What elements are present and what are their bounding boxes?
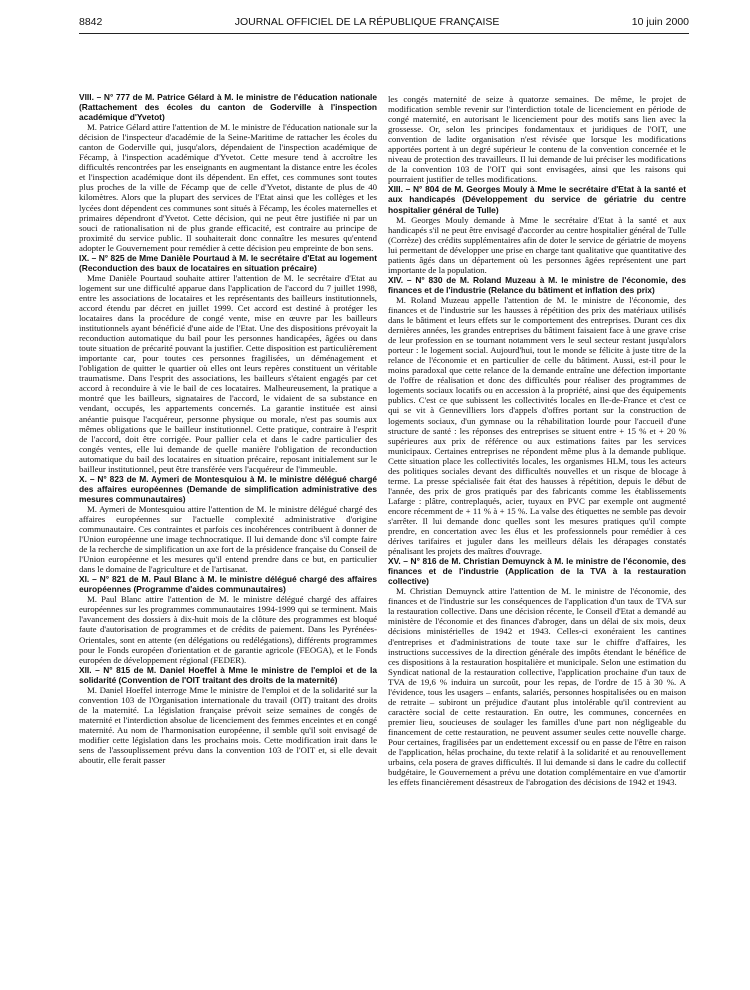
question-text: M. Aymeri de Montesquiou attire l'attention de M. le ministre délégué chargé des affaires européennes sur l'actuelle complexité administrative d'origine communautaire. Ces contraintes et parfois ces incohérences contribuent à donner de l'Union européenne une image technocratique. Il lui demande donc s'il compte faire de la recherche de simplification un axe fort de la présidence française du Conseil de l'Union européenne et les mesures qu'il entend prendre dans ce but, en particulier dans le domaine de l'agriculture et de l'artisanat. [79,503,377,575]
question-text: M. Roland Muzeau appelle l'attention de M. le ministre de l'économie, des finances et de l'industrie sur les hausses à répétition des prix des matériaux utilisés dans le bâtiment et leurs effets sur le comportement des entreprises. Durant ces dix dernières années, les grandes entreprises du bâtiment faisaient face à une grave crise de leur profession en se tournant notamment vers le seul secteur restant jusqu'alors porteur : le logement social. Aujourd'hui, tout le monde se félicite à juste titre de la relance de l'économie et en particulier de celle du bâtiment. Aussi, est-il pour le moins paradoxal que cette relance de la demande entraîne une défection importante de l'offre de réalisation et donc des difficultés pour réaliser des programmes de logements sociaux locatifs ou en accession à la propriété, ainsi que des équipements publics. C'est ce que subissent les collectivités locales en Ile-de-France et c'est ce qui se vit à Gennevilliers lors d'appels d'offres portant sur la construction de logements sociaux, d'un gymnase ou la réhabilitation lourde pour l'accueil d'une structure de santé : les réponses des entreprises se situent entre + 15 % et + 20 % supérieures aux prix de référence ou aux estimations faites par les services municipaux. Certaines entreprises ne répondent même plus à la demande publique. Cette situation place les collectivités locales, les organismes HLM, tous les acteurs des politiques sociales devant des difficultés nouvelles et un risque de blocage à terme. La presse spécialisée fait état des hausses à répétition, depuis le début de l'année, des prix de gros pratiqués par des fabricants comme les établissements Lafarge : plâtre, contreplaqués, acier, tuyaux en PVC par exemple ont augmenté encore récemment de + 11 % à + 15 %. La valse des étiquettes ne semble pas devoir s'arrêter. Il lui demande donc quelles sont les mesures pratiques qu'il compte prendre, en concertation avec les élus et les professionnels pour remédier à ces dérives tarifaires et juguler dans les meilleurs délais les dérapages constatés pénalisant les projets des maîtres d'ouvrage. [388,294,686,557]
publication-date: 10 juin 2000 [631,16,689,28]
question-entry [388,275,686,556]
question-text: M. Patrice Gélard attire l'attention de M. le ministre de l'éducation nationale sur la décision de l'inspecteur d'académie de la Seine-Maritime de rattacher les écoles du canton de Goderville qui, jusqu'alors, dépendaient de l'inspection académique de Fécamp, à l'inspection académique d'Yvetot. Cette mesure tend à accroître les difficultés rencontrées par les enseignants en augmentant la distance entre les écoles et l'inspection académique dont ils dépendent. En effet, ces communes sont toutes plus proches de la ville de Fécamp que de celle d'Yvetot, distante de plus de 40 kilomètres. Alors que la plupart des services de l'Etat ainsi que les collèges et les lycées dont dépendent ces communes sont situés à Fécamp, les écoles maternelles et primaires dépendront d'Yvetot. Cette décision, qui ne peut être justifiée ni par un souci de rationalisation ni de plus grande efficacité, est contraire au principe de proximité du service public. Il souhaiterait donc connaître les mesures qu'entend adopter le Gouvernement pour remédier à cette décision peu empreinte de bon sens. [79,122,377,253]
question-text: M. Daniel Hoeffel interroge Mme le ministre de l'emploi et de la solidarité sur la convention 103 de l'Organisation internationale du travail (OIT) traitant des droits de la maternité. La législation française prévoit seize semaines de congés de maternité et l'interdiction absolue de licenciement des femmes enceintes et en congé maternité. Au nom de l'harmonisation européenne, il semble qu'il soit envisagé de modifier cette législation dans les prochains mois. Cette modification irait dans le sens de l'assouplissement prévu dans la convention 103 de l'OIT et, si elle devait aboutir, elle ferait passer [79,684,377,766]
question-text: Mme Danièle Pourtaud souhaite attirer l'attention de M. le secrétaire d'Etat au logement sur une difficulté apparue dans l'application de l'accord du 7 juillet 1998, entre les associations de locataires et les représentants des bailleurs institutionnels, accord étendu par décret en juillet 1999. Cet accord est destiné à protéger les locataires dans la procédure de congé vente, mise en œuvre par les bailleurs institutionnels ayant bénéficié d'une aide de l'Etat. Une des dispositions prévoyait la reconduction automatique du bail pour les personnes handicapées, âgées ou dans toute situation de précarité pouvant la justifier. Cette disposition est particulièrement importante car, pour toutes ces personnes fragilisées, un déménagement et l'obligation de quitter le quartier où elles ont leurs repères constituent un véritable traumatisme. Dans l'esprit des associations, les bailleurs s'étaient engagés par cet accord à reconduire à vie le bail de ces locataires. Malheureusement, la pratique a montré que les bailleurs, signataires de l'accord, le vidaient de sa substance en vendant, occupés, les appartements concernés. La garantie instituée est ainsi anéantie puisque l'acquéreur, personne physique ou morale, n'est pas soumis aux mêmes obligations que le bailleur institutionnel. Cette pratique, contraire à l'esprit de l'accord, doit être corrigée. Pour pallier cela et dans le cadre particulier des congés ventes, elle lui demande de quelle manière l'obligation de reconduction automatique du bail des locataires en situation précaire, reposant initialement sur le bailleur institutionnel, peut être transférée vers l'acquéreur de l'immeuble. [79,272,377,474]
question-title: IX. – N° 825 de Mme Danièle Pourtaud à M. le secrétaire d'Etat au logement (Reconduction des baux de locataires en situation précaire) [79,252,377,273]
header-rule [79,33,689,34]
question-title: VIII. – N° 777 de M. Patrice Gélard à M. le ministre de l'éducation nationale (Rattachement des écoles du canton de Goderville à l'inspection académique d'Yvetot) [79,92,377,123]
left-column [79,92,377,765]
question-entry [79,574,377,664]
journal-title: JOURNAL OFFICIEL DE LA RÉPUBLIQUE FRANÇAISE [234,16,500,28]
question-title: XIV. – N° 830 de M. Roland Muzeau à M. le ministre de l'économie, des finances et de l'industrie (Relance du bâtiment et inflation des prix) [388,274,686,295]
question-text: M. Christian Demuynck attire l'attention de M. le ministre de l'économie, des finances et de l'industrie sur les conséquences de l'application d'un taux de TVA sur la restauration collective. Dans une décision récente, le Conseil d'Etat a demandé au ministère de l'économie et des finances d'abroger, dans un délai de six mois, deux décisions ministérielles de 1942 et 1943. Celles-ci exonéraient les cantines d'entreprises et d'administrations de toute taxe sur le chiffre d'affaires, les instructions successives de la direction générale des impôts étendant le bénéfice de ces dispositions à la restauration hospitalière et municipale. Selon une estimation du Syndicat national de la restauration collective, l'application prochaine d'un taux de TVA de 19,6 % induira un surcoût, pour les repas, de l'ordre de 15 à 30 %. A l'évidence, tous les usagers – enfants, salariés, personnes hospitalisées ou en maison de retraite – subiront un préjudice d'autant plus intolérable qu'il contrevient au caractère social de cette restauration. En outre, les communes, concernées en premier lieu, soucieuses de soulager les familles d'une part non négligeable du financement de cette restauration, ne peuvent assumer seules cette nouvelle charge. Pour certaines, fragilisées par un endettement excessif ou en passe de l'être en raison de l'application, hélas prochaine, du texte relatif à la solidarité et au renouvellement urbains, cela posera de graves difficultés. Il lui demande si dans le cadre du collectif budgétaire, le Gouvernement a prévu une dotation complémentaire en vue d'amortir les effets financièrement désastreux de l'abrogation des décisions de 1942 et 1943. [388,586,686,788]
question-title: XIII. – N° 804 de M. Georges Mouly à Mme le secrétaire d'Etat à la santé et aux handicapés (Développement du service de gériatrie du centre hospitalier général de Tulle) [388,184,686,215]
question-entry [79,92,377,253]
question-text: M. Georges Mouly demande à Mme le secrétaire d'Etat à la santé et aux handicapés s'il ne peut être envisagé d'accorder au centre hospitalier général de Tulle (Corrèze) des crédits supplémentaires afin de doter le service de gériatrie de moyens lui permettant de développer une prise en charge tant qualitative que quantitative des patients âgés dans un département où les personnes âgées représentent une part importante de la population. [388,214,686,275]
question-entry [388,556,686,787]
question-continuation [388,94,686,184]
continued-text: les congés maternité de seize à quatorze semaines. De même, le projet de modification semble revenir sur l'interdiction totale de licenciement en période de congé maternité, en autorisant le licenciement pour des motifs sans lien avec la grossesse. Or, selon les principes fondamentaux et juridiques de l'OIT, une convention de ladite organisation n'est révisée que lorsque les modifications apportées portent à un degré supérieur le contenu de la convention concernée et le niveau de protection des travailleurs. Il lui demande de lui préciser les modifications de la convention 103 de l'OIT qui sont envisagées, ainsi que les raisons qui pourraient justifier de telles modifications. [388,94,686,185]
page-number: 8842 [79,16,103,28]
question-title: XV. – N° 816 de M. Christian Demuynck à M. le ministre de l'économie, des finances et de l'industrie (Application de la TVA à la restauration collective) [388,556,686,587]
question-entry [79,253,377,474]
question-entry [388,184,686,274]
question-entry [79,474,377,574]
question-title: X. – N° 823 de M. Aymeri de Montesquiou à M. le ministre délégué chargé des affaires européennes (Demande de simplification administrative des mesures communautaires) [79,473,377,504]
question-text: M. Paul Blanc attire l'attention de M. le ministre délégué chargé des affaires européennes sur les programmes communautaires 1994-1999 qui se terminent. Mais l'avancement des dossiers à dix-huit mois de la clôture des programmes est bloqué faute d'autorisation de programmes et de crédits de paiement. Dans les Pyrénées-Orientales, sont en attente (en délégations ou redélégations), différents programmes pour le Fonds européen d'orientation et de garantie agricole (FEOGA), et le Fonds européen de développement régional (FEDER). [79,594,377,665]
right-column [388,94,686,787]
page-header [79,16,689,32]
question-title: XI. – N° 821 de M. Paul Blanc à M. le ministre délégué chargé des affaires européennes (Programme d'aides communautaires) [79,574,377,595]
question-entry [79,665,377,765]
question-title: XII. – N° 815 de M. Daniel Hoeffel à Mme le ministre de l'emploi et de la solidarité (Convention de l'OIT traitant des droits de la maternité) [79,664,377,685]
